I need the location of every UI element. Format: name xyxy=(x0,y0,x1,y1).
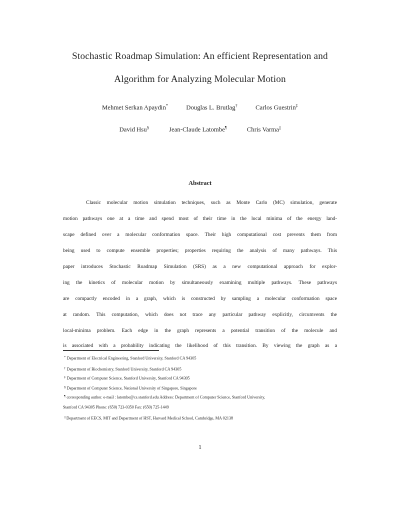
abstract-line: ing the kinetics of molecular motion by simultaneously examining multiple pathways. These pathways xyxy=(63,280,337,286)
author: Jean-Claude Latombe¶ xyxy=(169,125,227,134)
abstract-line: Classic molecular motion simulation techniques, such as Monte Carlo (MC) simulation, generate xyxy=(86,200,337,206)
abstract-line: at random. This computation, which does not trace any particular pathway explicitly, circumvents the xyxy=(63,312,337,318)
authors-row-1 xyxy=(0,103,400,111)
footnote-divider xyxy=(63,350,159,351)
footnote: ‡Department of Computer Science, Stanford University, Stanford CA 94305 xyxy=(64,375,190,381)
footnote: ¶corresponding author. e-mail : latombe@cs.stanford.edu Address: Department of Computer Science, Stanford University, xyxy=(64,394,266,400)
footnote-continuation: Stanford CA 94305 Phone: (650) 723-0350 Fax: (650) 725-1449 xyxy=(63,404,169,410)
abstract-line: being used to compute ensemble properties; properties requiring the analysis of many pathways. This xyxy=(63,248,337,254)
abstract-heading: Abstract xyxy=(188,180,212,187)
authors-row-2 xyxy=(0,125,400,133)
footnote: *Department of Electrical Engineering, Stanford University, Stanford CA 94305 xyxy=(64,355,197,361)
footnote: §Department of Computer Science, National University of Singapore, Singapore xyxy=(64,385,197,391)
author: Carlos Guestrin‡ xyxy=(255,103,298,112)
author: David Hsu§ xyxy=(119,125,150,134)
abstract-line: scape defined over a molecular conformation space. Their high computational cost prevents them from xyxy=(63,232,337,238)
abstract-line: motion pathways one at a time and spend most of their time in the local minima of the energy land- xyxy=(63,216,337,222)
title-line-2: Algorithm for Analyzing Molecular Motion xyxy=(114,74,286,85)
abstract-line: local-minima problem. Each edge in the graph represents a potential transition of the molecule and xyxy=(63,328,337,334)
author: Chris Varma|| xyxy=(246,125,281,134)
author: Douglas L. Brutlag† xyxy=(186,103,238,112)
footnote: †Department of Biochemistry, Stanford University, Stanford CA 94305 xyxy=(64,366,182,372)
page-number: 1 xyxy=(198,445,202,451)
abstract-line: are compactly encoded in a graph, which is constructed by sampling a molecular conformation space xyxy=(63,296,337,302)
author: Mehmet Serkan Apaydin* xyxy=(102,103,169,112)
abstract-line: paper introduces Stochastic Roadmap Simulation (SRS) as a new computational approach for explor- xyxy=(63,264,337,270)
footnote: ||Department of EECS, MIT and Department of HST, Harvard Medical School, Cambridge, MA 02138 xyxy=(64,415,234,421)
title-line-1: Stochastic Roadmap Simulation: An efficient Representation and xyxy=(72,51,328,62)
abstract-line: is associated with a probability indicating the likelihood of this transition. By viewing the graph as a xyxy=(63,343,337,349)
